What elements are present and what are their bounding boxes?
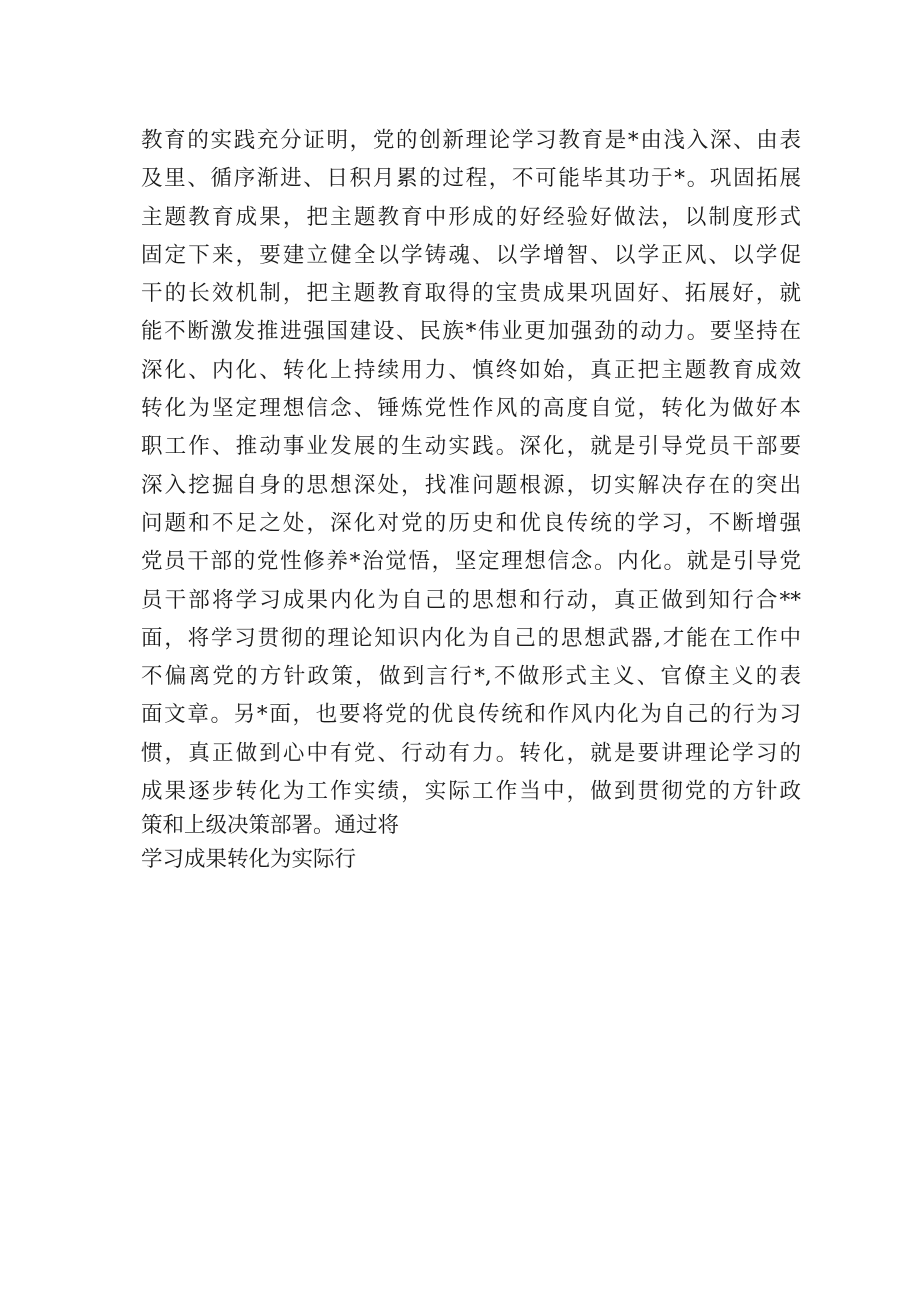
text-line: 惯，真正做到心中有党、行动有力。转化，就是要讲理论学习的 bbox=[141, 740, 801, 766]
text-line: 问题和不足之处，深化对党的历史和优良传统的学习，不断增强 bbox=[141, 510, 801, 536]
text-line: 职工作、推动事业发展的生动实践。深化，就是引导党员干部要 bbox=[141, 434, 801, 460]
text-line: 学习成果转化为实际行 bbox=[141, 847, 357, 873]
text-line: 干的长效机制，把主题教育取得的宝贵成果巩固好、拓展好，就 bbox=[141, 281, 801, 307]
text-line: 策和上级决策部署。通过将 bbox=[141, 813, 400, 839]
text-line: 不偏离党的方针政策，做到言行*,不做形式主义、官僚主义的表 bbox=[141, 664, 801, 690]
text-line: 面文章。另*面，也要将党的优良传统和作风内化为自己的行为习 bbox=[141, 702, 801, 728]
text-line: 固定下来，要建立健全以学铸魂、以学增智、以学正风、以学促 bbox=[141, 242, 801, 268]
text-line: 及里、循序渐进、日积月累的过程，不可能毕其功于*。巩固拓展 bbox=[141, 166, 801, 192]
text-line: 深入挖掘自身的思想深处，找准问题根源，切实解决存在的突出 bbox=[141, 472, 801, 498]
text-line: 教育的实践充分证明，党的创新理论学习教育是*由浅入深、由表 bbox=[141, 128, 801, 153]
text-line: 主题教育成果，把主题教育中形成的好经验好做法，以制度形式 bbox=[141, 204, 801, 230]
text-line: 深化、内化、转化上持续用力、慎终如始，真正把主题教育成效 bbox=[141, 357, 801, 383]
text-line: 能不断激发推进强国建设、民族*伟业更加强劲的动力。要坚持在 bbox=[141, 319, 801, 345]
body-paragraph bbox=[141, 122, 801, 880]
text-line: 党员干部的党性修养*治觉悟，坚定理想信念。内化。就是引导党 bbox=[141, 549, 801, 575]
text-line: 员干部将学习成果内化为自己的思想和行动，真正做到知行合** bbox=[141, 587, 801, 613]
text-line: 面，将学习贯彻的理论知识内化为自己的思想武器,才能在工作中 bbox=[141, 625, 801, 651]
text-line: 成果逐步转化为工作实绩，实际工作当中，做到贯彻党的方针政 bbox=[141, 779, 801, 805]
text-line: 转化为坚定理想信念、锤炼党性作风的高度自觉，转化为做好本 bbox=[141, 396, 801, 422]
